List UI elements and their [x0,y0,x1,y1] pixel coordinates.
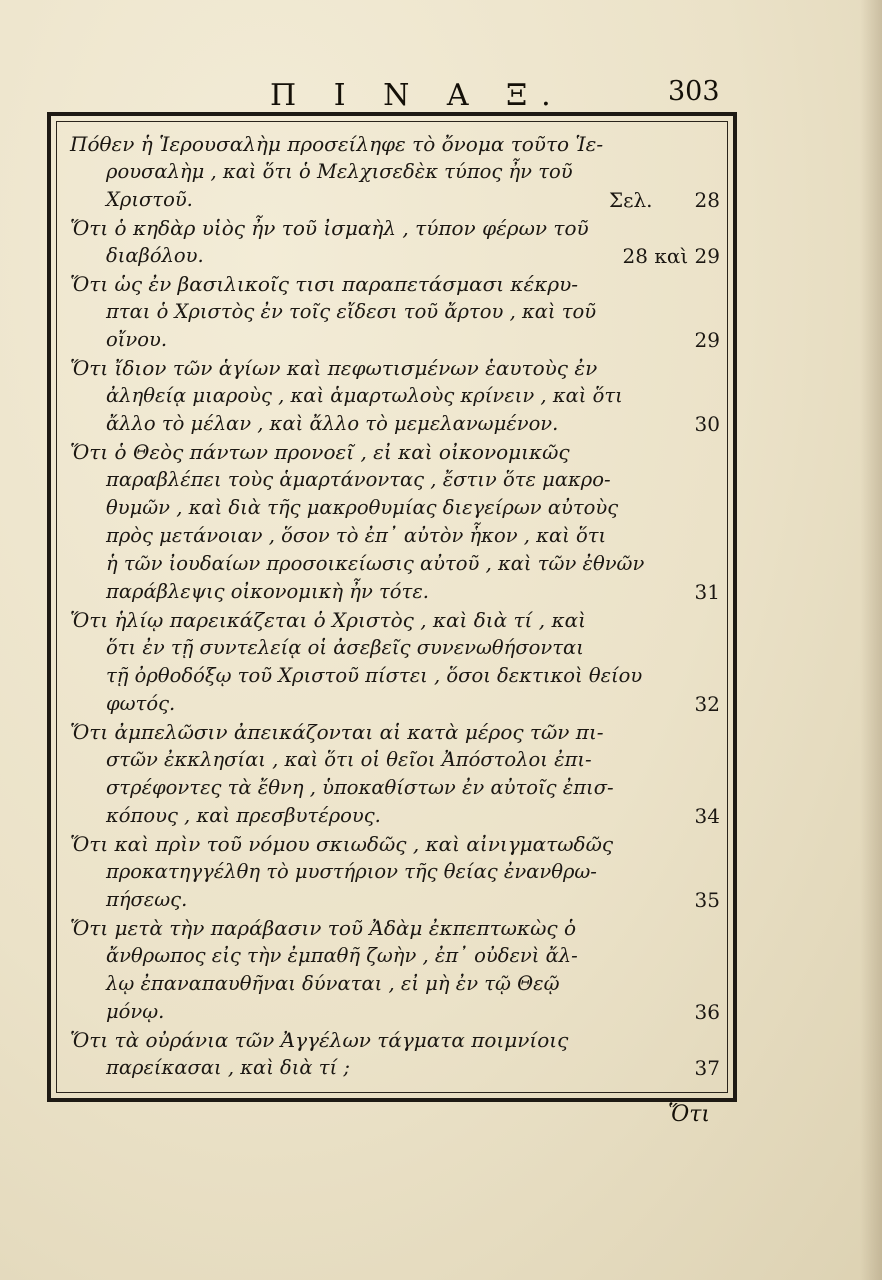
reference-label: Σελ. [609,188,653,212]
entry-line [70,942,720,970]
entry-line [70,354,720,382]
index-entry [70,914,720,1026]
page-reference [695,326,720,354]
reference-number: 32 [694,692,720,716]
entry-line [70,522,720,550]
reference-number: 36 [694,1000,720,1024]
entry-text: πται ὁ Χριστὸς ἐν τοῖς εἴδεσι τοῦ ἄρτου , καὶ τοῦ [106,300,597,323]
page-reference [609,186,720,214]
entry-line [70,606,720,634]
entry-line [70,858,720,886]
entry-line [70,1054,720,1082]
index-entry [70,1026,720,1082]
entry-text: Ὅτι ἀμπελῶσιν ἀπεικάζονται αἱ κατὰ μέρος τῶν πι- [70,720,604,744]
entry-line [70,158,720,186]
index-entry [70,830,720,914]
entry-text: μόνῳ. [106,1000,165,1023]
page-reference [695,410,720,438]
entry-text: ὅτι ἐν τῇ συντελείᾳ οἱ ἀσεβεῖς συνενωθήσονται [106,636,584,659]
entry-line [70,970,720,998]
entry-text: λῳ ἐπαναπαυθῆναι δύναται , εἰ μὴ ἐν τῷ Θεῷ [106,972,560,995]
entry-text: ἀληθείᾳ μιαροὺς , καὶ ἁμαρτωλοὺς κρίνειν , καὶ ὅτι [106,384,623,407]
index-entries [70,130,720,1082]
page-reference [695,578,720,606]
entry-line [70,1026,720,1054]
catchword: Ὅτι [668,1102,711,1127]
entry-text: στρέφοντες τὰ ἔθνη , ὑποκαθίστων ἐν αὐτοῖς ἐπισ- [106,776,614,799]
entry-line [70,802,720,830]
entry-line [70,214,720,242]
entry-text: προκατηγγέλθη τὸ μυστήριον τῆς θείας ἐνανθρω- [106,860,597,883]
reference-number: 28 καὶ 29 [622,244,720,268]
entry-text: πρὸς μετάνοιαν , ὅσον τὸ ἐπ᾽ αὐτὸν ἧκον , καὶ ὅτι [106,524,607,547]
entry-line [70,690,720,718]
entry-text: Ὅτι ὡς ἐν βασιλικοῖς τισι παραπετάσμασι κέκρυ- [70,272,579,296]
entry-line [70,830,720,858]
entry-text: φωτός. [106,692,176,715]
page-reference [695,1054,720,1082]
entry-line [70,270,720,298]
entry-line [70,438,720,466]
entry-text: παράβλεψις οἰκονομικὴ ἦν τότε. [106,580,429,603]
entry-text: πήσεως. [106,888,188,911]
entry-line [70,746,720,774]
entry-text: θυμῶν , καὶ διὰ τῆς μακροθυμίας διεγείρων αὐτοὺς [106,496,619,519]
entry-text: ρουσαλὴμ , καὶ ὅτι ὁ Μελχισεδὲκ τύπος ἦν τοῦ [106,160,573,183]
entry-line [70,914,720,942]
entry-line [70,382,720,410]
entry-text: Ὅτι τὰ οὐράνια τῶν Ἀγγέλων τάγματα ποιμνίοις [70,1028,569,1052]
entry-line [70,494,720,522]
entry-text: Ὅτι ἴδιον τῶν ἁγίων καὶ πεφωτισμένων ἑαυτοὺς ἐν [70,356,598,380]
entry-text: ἄνθρωπος εἰς τὴν ἐμπαθῆ ζωὴν , ἐπ᾽ οὐδενὶ ἄλ- [106,944,578,967]
entry-text: ἄλλο τὸ μέλαν , καὶ ἄλλο τὸ μεμελανωμένον. [106,412,559,435]
reference-number: 37 [694,1056,720,1080]
index-entry [70,354,720,438]
reference-number: 35 [694,888,720,912]
entry-line [70,242,720,270]
entry-text: στῶν ἐκκλησίαι , καὶ ὅτι οἱ θεῖοι Ἀπόστολοι ἐπι- [106,748,592,771]
index-entry [70,214,720,270]
reference-number: 30 [694,412,720,436]
reference-number: 29 [694,328,720,352]
entry-line [70,550,720,578]
entry-text: παραβλέπει τοὺς ἁμαρτάνοντας , ἔστιν ὅτε μακρο- [106,468,611,491]
entry-line [70,130,720,158]
entry-line [70,326,720,354]
index-entry [70,270,720,354]
index-entry [70,606,720,718]
entry-text: οἴνου. [106,328,168,351]
entry-line [70,718,720,746]
entry-text: Πόθεν ἡ Ἱερουσαλὴμ προσείληφε τὸ ὄνομα τοῦτο Ἱε- [70,132,604,156]
page-edge-shadow [860,0,882,1280]
entry-line [70,466,720,494]
entry-text: διαβόλου. [106,244,204,267]
entry-line [70,186,720,214]
entry-text: Χριστοῦ. [106,188,193,211]
entry-line [70,886,720,914]
entry-line [70,998,720,1026]
entry-text: Ὅτι ὁ κηδὰρ υἱὸς ἦν τοῦ ἰσμαὴλ , τύπον φέρων τοῦ [70,216,589,240]
index-entry [70,718,720,830]
page-reference [695,886,720,914]
entry-text: κόπους , καὶ πρεσβυτέρους. [106,804,381,827]
page-title: Π Ι Ν Α Ξ. [270,78,565,113]
index-entry [70,438,720,606]
entry-text: ἡ τῶν ἰουδαίων προσοικείωσις αὐτοῦ , καὶ τῶν ἐθνῶν [106,552,645,575]
page-reference [695,998,720,1026]
entry-text: τῇ ὀρθοδόξῳ τοῦ Χριστοῦ πίστει , ὅσοι δεκτικοὶ θείου [106,664,643,687]
entry-text: παρείκασαι , καὶ διὰ τί ; [106,1056,350,1079]
entry-line [70,774,720,802]
reference-number: 28 [694,188,720,212]
reference-number: 31 [694,580,720,604]
entry-line [70,410,720,438]
entry-line [70,298,720,326]
reference-number: 34 [694,804,720,828]
page-reference [695,690,720,718]
index-entry [70,130,720,214]
page-reference [623,242,720,270]
entry-line [70,634,720,662]
entry-text: Ὅτι ὁ Θεὸς πάντων προνοεῖ , εἰ καὶ οἰκονομικῶς [70,440,570,464]
entry-text: Ὅτι μετὰ τὴν παράβασιν τοῦ Ἀδὰμ ἐκπεπτωκὼς ὁ [70,916,576,940]
page-reference [695,802,720,830]
entry-text: Ὅτι καὶ πρὶν τοῦ νόμου σκιωδῶς , καὶ αἰνιγματωδῶς [70,832,614,856]
entry-line [70,662,720,690]
entry-text: Ὅτι ἡλίῳ παρεικάζεται ὁ Χριστὸς , καὶ διὰ τί , καὶ [70,608,586,632]
page-number: 303 [668,76,720,107]
entry-line [70,578,720,606]
